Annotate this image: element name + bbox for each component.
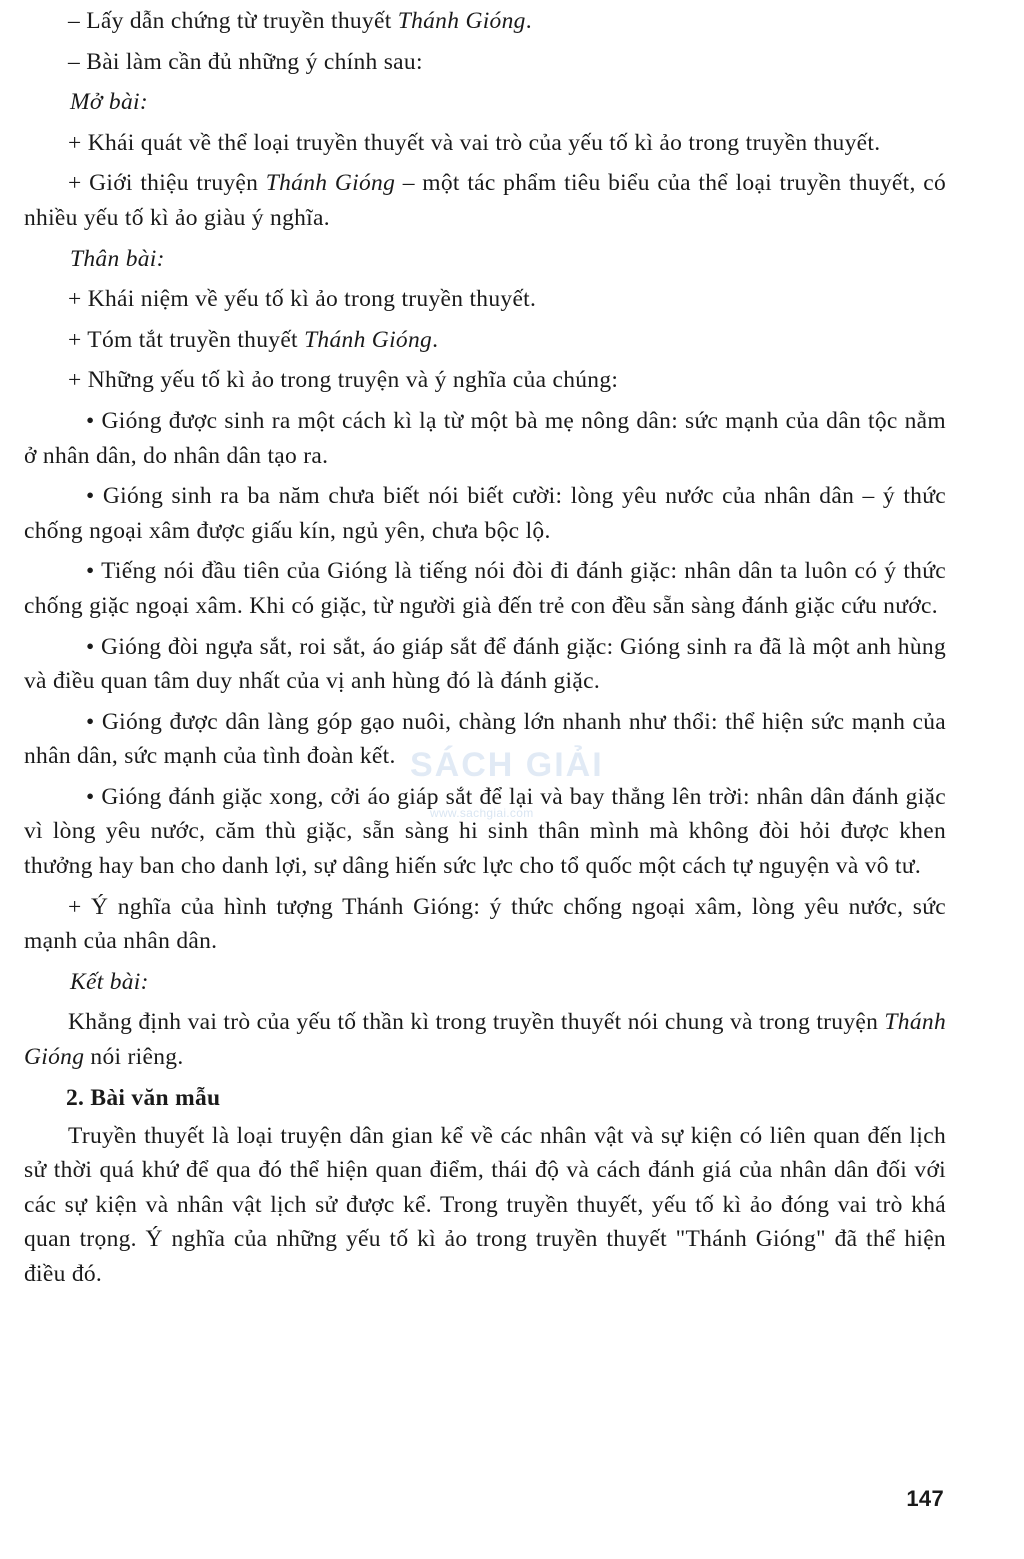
watermark-url: www.sachgiai.com — [430, 806, 534, 820]
section-title: 2. Bài văn mẫu — [66, 1084, 221, 1111]
text-run: – một tác phẩm tiêu biểu của thể loại truyền thuyết, có nhiều yếu tố kì ảo giàu ý nghĩa. — [24, 170, 946, 231]
text-run: – Lấy dẫn chứng từ truyền thuyết — [68, 8, 398, 34]
conclusion-paragraph — [24, 1005, 946, 1074]
bullet-item: • Gióng sinh ra ba năm chưa biết nói biết cười: lòng yêu nước của nhân dân – ý thức chống ngoại xâm được giấu kín, ngủ yên, chưa bộc lộ. — [24, 483, 946, 544]
page-content — [24, 4, 946, 1298]
text-run: . — [525, 8, 532, 34]
heading-ket-bai: Kết bài: — [70, 968, 149, 995]
outline-item: + Ý nghĩa của hình tượng Thánh Gióng: ý thức chống ngoại xâm, lòng yêu nước, sức mạnh của nhân dân. — [24, 893, 946, 955]
instruction-line-evidence — [24, 4, 946, 39]
bullet-item: • Tiếng nói đầu tiên của Gióng là tiếng nói đòi đi đánh giặc: nhân dân ta luôn có ý thức chống giặc ngoại xâm. Khi có giặc, từ người già đến trẻ con đều sẵn sàng đánh giặc cứu nước. — [24, 558, 946, 619]
outline-item — [24, 323, 946, 358]
outline-item — [24, 166, 946, 235]
outline-item: + Những yếu tố kì ảo trong truyện và ý nghĩa của chúng: — [68, 367, 619, 394]
page-number: 147 — [906, 1486, 944, 1511]
text-run: + Tóm tắt truyền thuyết — [68, 326, 305, 353]
watermark-logo: SÁCH GIẢI — [410, 746, 604, 784]
bullet-item: • Gióng đòi ngựa sắt, roi sắt, áo giáp sắt để đánh giặc: Gióng sinh ra đã là một anh hùng và điều quan tâm duy nhất của vị anh hùng đó là đánh giặc. — [24, 633, 946, 695]
bullet-item: • Gióng được dân làng góp gạo nuôi, chàng lớn nhanh như thổi: thể hiện sức mạnh của nhân dân, sức mạnh của tình đoàn kết. — [24, 708, 946, 770]
outline-item: + Khái quát về thể loại truyền thuyết và vai trò của yếu tố kì ảo trong truyền thuyết. — [68, 129, 881, 156]
text-run: + Giới thiệu truyện — [68, 170, 266, 197]
story-title: Thánh Gióng — [24, 1009, 946, 1071]
story-title: Thánh Gióng — [397, 8, 526, 34]
story-title: Thánh Gióng — [304, 326, 433, 353]
outline-item: + Khái niệm về yếu tố kì ảo trong truyền thuyết. — [68, 286, 537, 313]
heading-than-bai: Thân bài: — [70, 245, 165, 272]
instruction-line-requirements: – Bài làm cần đủ những ý chính sau: — [68, 48, 423, 75]
text-run: Khẳng định vai trò của yếu tố thần kì trong truyền thuyết nói chung và trong truyện — [68, 1009, 885, 1036]
text-run: . — [432, 326, 439, 353]
essay-paragraph: Truyền thuyết là loại truyện dân gian kể về các nhân vật và sự kiện có liên quan đến lịch sử thời quá khứ để qua đó thể hiện quan điểm, thái độ và cách đánh giá của nhân dân đối với các sự kiện và nhân vật lịch sử được kể. Trong truyền thuyết, yếu tố kì ảo đóng vai trò khá quan trọng. Ý nghĩa của những yếu tố kì ảo trong truyền thuyết "Thánh Gióng" đã thể hiện điều đó. — [24, 1122, 946, 1287]
story-title: Thánh Gióng — [265, 170, 396, 197]
bullet-item: • Gióng được sinh ra một cách kì lạ từ một bà mẹ nông dân: sức mạnh của dân tộc nằm ở nhân dân, do nhân dân tạo ra. — [24, 407, 946, 469]
heading-mo-bai: Mở bài: — [70, 89, 148, 116]
bullet-item: • Gióng đánh giặc xong, cởi áo giáp sắt để lại và bay thẳng lên trời: nhân dân đánh giặc vì lòng yêu nước, căm thù giặc, sẵn sàng hi sinh thân mình mà không đòi hỏi được khen thưởng hay ban cho danh lợi, sự dâng hiến sức lực cho tổ quốc một cách tự nguyện và vô tư. — [24, 783, 946, 880]
text-run: nói riêng. — [84, 1044, 184, 1071]
